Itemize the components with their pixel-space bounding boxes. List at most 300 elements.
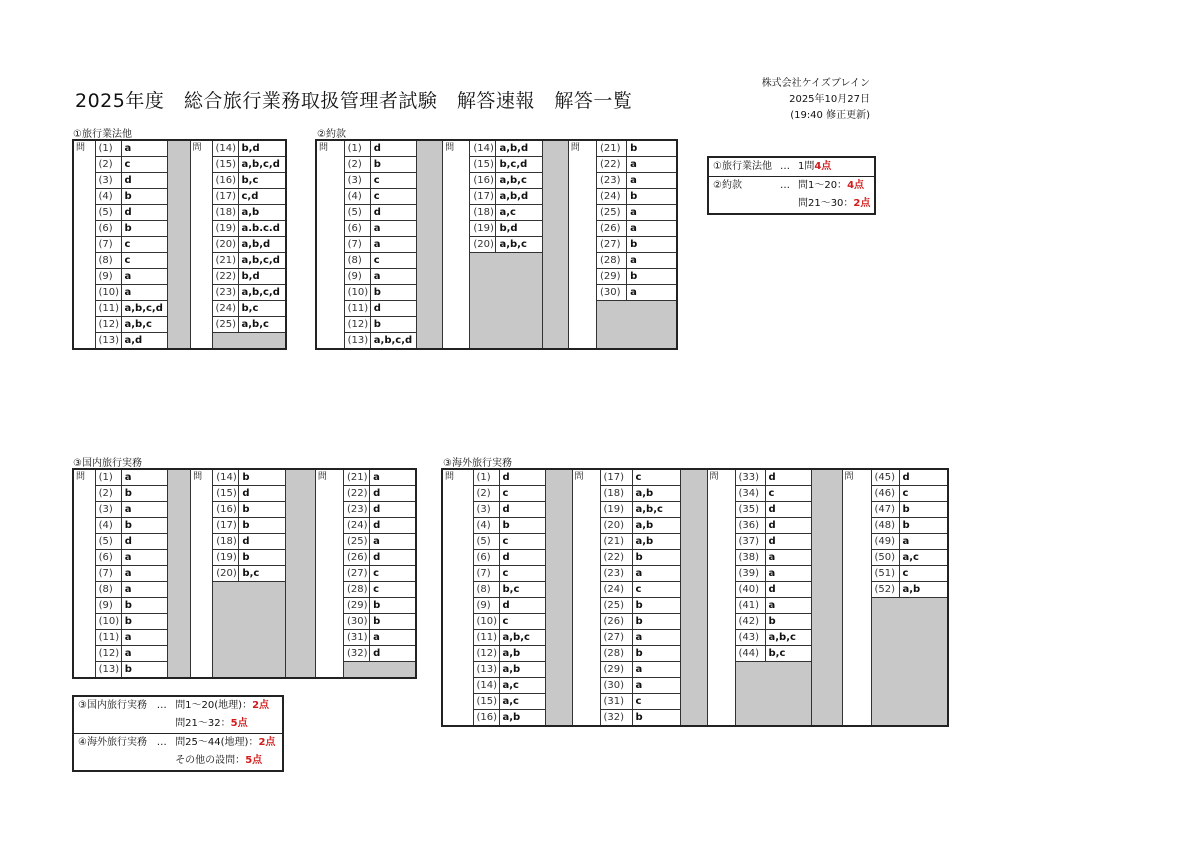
empty-fill [212, 333, 286, 350]
question-number: (4) [344, 189, 370, 205]
section-label-s2: ②約款 [317, 129, 346, 140]
question-number: (7) [473, 566, 499, 582]
gap-column [417, 140, 443, 349]
scoring-range: 1問 [797, 161, 815, 172]
answer-cell: a,b [499, 710, 545, 727]
question-number: (13) [95, 662, 121, 679]
question-number: (41) [735, 598, 765, 614]
answer-cell: d [121, 534, 167, 550]
question-number: (33) [735, 469, 765, 486]
question-number: (22) [600, 550, 632, 566]
question-number: (13) [473, 662, 499, 678]
question-number: (40) [735, 582, 765, 598]
answer-cell: a,b,c,d [121, 301, 167, 317]
answer-cell: b [239, 502, 285, 518]
scoring-rule [171, 752, 283, 771]
answer-cell: a,b [632, 534, 680, 550]
question-number: (9) [95, 598, 121, 614]
answer-cell: a [632, 566, 680, 582]
question-number: (12) [95, 646, 121, 662]
scoring-separator: … [779, 161, 790, 172]
question-number: (49) [871, 534, 899, 550]
question-number: (26) [600, 614, 632, 630]
scoring-points: 2点 [853, 198, 871, 209]
answer-cell: d [239, 486, 285, 502]
answer-cell: b [121, 662, 167, 679]
answer-cell: b [765, 614, 811, 630]
scoring-subject [708, 195, 776, 214]
question-number: (6) [95, 550, 121, 566]
answer-cell: d [239, 534, 285, 550]
question-number: (20) [213, 566, 239, 582]
answer-cell: a [121, 269, 167, 285]
question-number: (4) [95, 518, 121, 534]
question-number: (22) [212, 269, 238, 285]
answer-row [316, 237, 677, 253]
scoring-subject [73, 752, 153, 771]
question-number: (14) [212, 140, 238, 157]
question-number: (20) [600, 518, 632, 534]
gap-column [680, 469, 707, 726]
answer-cell: a,b [238, 205, 286, 221]
answer-cell: b [121, 221, 167, 237]
question-number: (11) [95, 301, 121, 317]
question-number: (26) [344, 550, 370, 566]
answer-cell: c [121, 237, 167, 253]
question-number: (16) [213, 502, 239, 518]
answer-cell: b [121, 614, 167, 630]
question-number: (9) [95, 269, 121, 285]
answer-cell: a [121, 502, 167, 518]
question-number: (16) [470, 173, 496, 189]
answer-cell: b [121, 598, 167, 614]
answer-cell: b [121, 486, 167, 502]
scoring-rule [794, 177, 875, 196]
question-number: (13) [344, 333, 370, 350]
question-number: (5) [95, 205, 121, 221]
question-header: 問 [443, 140, 470, 349]
question-number: (6) [344, 221, 370, 237]
answer-table-s1 [72, 139, 287, 350]
gap-column [285, 469, 315, 678]
answer-cell: a [627, 221, 677, 237]
answer-cell: b [632, 550, 680, 566]
answer-cell: d [499, 469, 545, 486]
question-number: (44) [735, 646, 765, 662]
question-header: 問 [315, 469, 343, 678]
question-number: (46) [871, 486, 899, 502]
answer-cell: c [370, 173, 416, 189]
question-number: (15) [473, 694, 499, 710]
section-label-s3: ③国内旅行実務 [73, 458, 142, 469]
question-number: (1) [95, 140, 121, 157]
answer-cell: c [632, 582, 680, 598]
scoring-box-top [707, 156, 876, 215]
answer-cell: b,c [238, 301, 286, 317]
question-number: (10) [95, 614, 121, 630]
question-number: (30) [600, 678, 632, 694]
answer-cell: a,b,c [499, 630, 545, 646]
question-number: (29) [596, 269, 626, 285]
gap-column [167, 140, 190, 349]
question-number: (12) [95, 317, 121, 333]
question-number: (39) [735, 566, 765, 582]
answer-cell: a,b,c [238, 317, 286, 333]
answer-cell: b [370, 317, 416, 333]
answer-cell: b,c [765, 646, 811, 662]
question-number: (13) [95, 333, 121, 350]
gap-column [545, 469, 572, 726]
question-number: (7) [344, 237, 370, 253]
answer-cell: a [370, 534, 416, 550]
question-number: (10) [344, 285, 370, 301]
question-number: (30) [344, 614, 370, 630]
question-number: (10) [473, 614, 499, 630]
answer-cell: a,b,c [632, 502, 680, 518]
scoring-range: 問21～32： [175, 718, 231, 729]
answer-cell: c [499, 566, 545, 582]
answer-cell: b [627, 189, 677, 205]
question-number: (24) [600, 582, 632, 598]
question-number: (23) [596, 173, 626, 189]
answer-cell: a,c [899, 550, 948, 566]
answer-row [316, 221, 677, 237]
question-number: (47) [871, 502, 899, 518]
question-number: (1) [473, 469, 499, 486]
question-number: (28) [596, 253, 626, 269]
question-number: (15) [470, 157, 496, 173]
question-number: (35) [735, 502, 765, 518]
question-number: (7) [95, 237, 121, 253]
answer-cell: d [499, 598, 545, 614]
answer-row [73, 566, 416, 582]
answer-row [73, 502, 416, 518]
answer-cell: a [121, 582, 167, 598]
answer-cell: d [765, 502, 811, 518]
scoring-points: 2点 [252, 700, 270, 711]
question-number: (22) [344, 486, 370, 502]
answer-row [442, 469, 948, 486]
question-number: (2) [344, 157, 370, 173]
question-header: 問 [572, 469, 600, 726]
question-header: 問 [842, 469, 871, 726]
answer-cell: b [632, 710, 680, 727]
answer-cell: a,b,c,d [238, 157, 286, 173]
answer-cell: b [370, 598, 416, 614]
answer-cell: a,b,d [238, 237, 286, 253]
page-title: 2025年度 総合旅行業務取扱管理者試験 解答速報 解答一覧 [75, 90, 633, 112]
scoring-points: 5点 [230, 718, 248, 729]
question-number: (21) [212, 253, 238, 269]
answer-cell: a,c [499, 678, 545, 694]
answer-cell: c [370, 253, 416, 269]
answer-cell: d [499, 550, 545, 566]
question-number: (25) [212, 317, 238, 333]
answer-row [73, 518, 416, 534]
scoring-rule [171, 734, 283, 753]
answer-cell: c [370, 582, 416, 598]
question-number: (19) [213, 550, 239, 566]
question-number: (17) [213, 518, 239, 534]
question-number: (26) [596, 221, 626, 237]
answer-cell: a [370, 269, 416, 285]
answer-row [73, 582, 416, 598]
answer-cell: d [370, 301, 416, 317]
answer-cell: d [765, 534, 811, 550]
answer-cell: a [370, 221, 416, 237]
scoring-separator: … [156, 700, 167, 711]
answer-cell: a,b,c,d [238, 253, 286, 269]
scoring-separator [153, 715, 171, 734]
question-number: (45) [871, 469, 899, 486]
answer-row [73, 486, 416, 502]
answer-cell: a,b,c,d [238, 285, 286, 301]
scoring-range: 問21～30： [797, 198, 854, 209]
question-number: (23) [600, 566, 632, 582]
scoring-rule [171, 715, 283, 734]
question-number: (15) [213, 486, 239, 502]
scoring-row [708, 177, 875, 196]
answer-cell: a,b [632, 486, 680, 502]
answer-cell: b [239, 518, 285, 534]
scoring-points: 4点 [847, 180, 865, 191]
question-number: (17) [212, 189, 238, 205]
question-number: (30) [596, 285, 626, 301]
answer-cell: a [627, 205, 677, 221]
gap-column [168, 469, 191, 678]
question-number: (34) [735, 486, 765, 502]
answer-cell: a,b,c,d [370, 333, 416, 350]
question-number: (5) [95, 534, 121, 550]
answer-row [73, 140, 286, 157]
question-number: (52) [871, 582, 899, 598]
answer-cell: b [632, 598, 680, 614]
question-number: (14) [470, 140, 496, 157]
question-number: (25) [344, 534, 370, 550]
question-number: (29) [344, 598, 370, 614]
question-number: (12) [473, 646, 499, 662]
question-number: (51) [871, 566, 899, 582]
scoring-points: 2点 [258, 737, 276, 748]
answer-cell: a,b [499, 662, 545, 678]
answer-cell: c [370, 566, 416, 582]
scoring-points: 5点 [245, 755, 263, 766]
question-number: (31) [600, 694, 632, 710]
question-number: (36) [735, 518, 765, 534]
answer-cell: c [121, 253, 167, 269]
answer-cell: b [239, 469, 285, 486]
scoring-subject [73, 715, 153, 734]
question-number: (2) [473, 486, 499, 502]
question-number: (11) [473, 630, 499, 646]
answer-cell: b [121, 189, 167, 205]
answer-cell: d [121, 173, 167, 189]
section-label-s4: ③海外旅行実務 [443, 458, 512, 469]
question-number: (28) [600, 646, 632, 662]
answer-cell: c [370, 189, 416, 205]
question-number: (16) [473, 710, 499, 727]
question-number: (4) [473, 518, 499, 534]
question-number: (37) [735, 534, 765, 550]
answer-cell: a,b,d [496, 140, 542, 157]
answer-cell: a [370, 630, 416, 646]
answer-cell: d [370, 518, 416, 534]
question-number: (24) [596, 189, 626, 205]
question-number: (38) [735, 550, 765, 566]
question-number: (6) [473, 550, 499, 566]
question-number: (23) [344, 502, 370, 518]
answer-cell: b [370, 614, 416, 630]
question-number: (1) [95, 469, 121, 486]
scoring-rule [794, 157, 875, 177]
section-label-s1: ①旅行業法他 [73, 129, 132, 140]
answer-row [316, 157, 677, 173]
answer-cell: c [899, 486, 948, 502]
answer-cell: b [239, 550, 285, 566]
answer-cell: b,d [238, 140, 286, 157]
answer-cell: a [899, 534, 948, 550]
answer-cell: b [121, 518, 167, 534]
scoring-separator: … [153, 734, 171, 753]
answer-cell: d [370, 486, 416, 502]
answer-row [316, 189, 677, 205]
question-header: 問 [442, 469, 473, 726]
question-number: (9) [473, 598, 499, 614]
question-number: (21) [600, 534, 632, 550]
answer-cell: b,c,d [496, 157, 542, 173]
answer-cell: b,c [499, 582, 545, 598]
scoring-rule [794, 195, 875, 214]
question-header: 問 [73, 469, 95, 678]
answer-row [316, 253, 677, 269]
scoring-rule [171, 696, 283, 715]
answer-cell: d [370, 502, 416, 518]
answer-table-s2 [315, 139, 678, 350]
answer-cell: a [121, 285, 167, 301]
answer-row [316, 205, 677, 221]
answer-cell: a,b,d [496, 189, 542, 205]
question-number: (12) [344, 317, 370, 333]
question-number: (17) [470, 189, 496, 205]
answer-cell: d [370, 205, 416, 221]
question-number: (21) [596, 140, 626, 157]
scoring-subject: ③国内旅行実務 [78, 700, 147, 711]
question-number: (8) [95, 582, 121, 598]
answer-row [73, 550, 416, 566]
question-number: (27) [344, 566, 370, 582]
question-number: (11) [95, 630, 121, 646]
answer-cell: b [370, 157, 416, 173]
question-header: 問 [568, 140, 596, 349]
question-number: (14) [213, 469, 239, 486]
answer-cell: c [899, 566, 948, 582]
empty-fill [596, 301, 677, 350]
answer-cell: b [899, 518, 948, 534]
question-header: 問 [707, 469, 735, 726]
question-number: (17) [600, 469, 632, 486]
scoring-range: 問1～20： [797, 180, 848, 191]
answer-row [316, 173, 677, 189]
question-number: (29) [600, 662, 632, 678]
question-number: (9) [344, 269, 370, 285]
answer-cell: b [499, 518, 545, 534]
scoring-range: 問25～44(地理)： [175, 737, 259, 748]
answer-cell: a [627, 285, 677, 301]
question-number: (21) [344, 469, 370, 486]
answer-cell: b [632, 646, 680, 662]
question-number: (48) [871, 518, 899, 534]
scoring-separator [153, 752, 171, 771]
question-number: (8) [473, 582, 499, 598]
question-number: (1) [344, 140, 370, 157]
answer-cell: a [121, 646, 167, 662]
question-number: (3) [473, 502, 499, 518]
gap-column [542, 140, 568, 349]
answer-cell: c [499, 614, 545, 630]
answer-cell: b [627, 140, 677, 157]
scoring-subject: ②約款 [708, 177, 776, 196]
answer-cell: a [370, 237, 416, 253]
empty-fill [871, 598, 948, 727]
question-number: (24) [344, 518, 370, 534]
answer-cell: b,c [239, 566, 285, 582]
scoring-separator [776, 195, 794, 214]
question-header: 問 [316, 140, 344, 349]
question-number: (32) [600, 710, 632, 727]
answer-cell: c,d [238, 189, 286, 205]
question-number: (19) [212, 221, 238, 237]
question-number: (2) [95, 486, 121, 502]
question-number: (10) [95, 285, 121, 301]
answer-cell: a,b [899, 582, 948, 598]
question-number: (22) [596, 157, 626, 173]
question-number: (19) [470, 221, 496, 237]
answer-row [73, 534, 416, 550]
empty-fill [213, 582, 285, 679]
answer-cell: a [632, 678, 680, 694]
question-number: (15) [212, 157, 238, 173]
question-number: (18) [213, 534, 239, 550]
answer-table-s3 [72, 468, 417, 679]
scoring-range: 問1～20(地理)： [175, 700, 253, 711]
question-number: (31) [344, 630, 370, 646]
answer-cell: a,b [499, 646, 545, 662]
scoring-range: その他の設問： [175, 755, 246, 766]
answer-cell: a,b,c [496, 237, 542, 253]
update-time: (19:40 修正更新) [790, 110, 870, 121]
company-name: 株式会社ケイズブレイン [761, 78, 870, 89]
question-number: (8) [95, 253, 121, 269]
gap-column [811, 469, 842, 726]
answer-cell: b,d [496, 221, 542, 237]
answer-cell: c [632, 469, 680, 486]
question-header: 問 [191, 469, 213, 678]
answer-cell: a.b.c.d [238, 221, 286, 237]
scoring-row [73, 734, 283, 753]
answer-cell: a,c [499, 694, 545, 710]
answer-row [73, 469, 416, 486]
question-number: (18) [600, 486, 632, 502]
empty-fill [735, 662, 811, 727]
question-number: (28) [344, 582, 370, 598]
question-number: (19) [600, 502, 632, 518]
scoring-row [73, 696, 283, 715]
question-number: (3) [95, 502, 121, 518]
scoring-row [73, 752, 283, 771]
answer-cell: a [765, 598, 811, 614]
answer-cell: a,b [632, 518, 680, 534]
answer-cell: a [121, 550, 167, 566]
